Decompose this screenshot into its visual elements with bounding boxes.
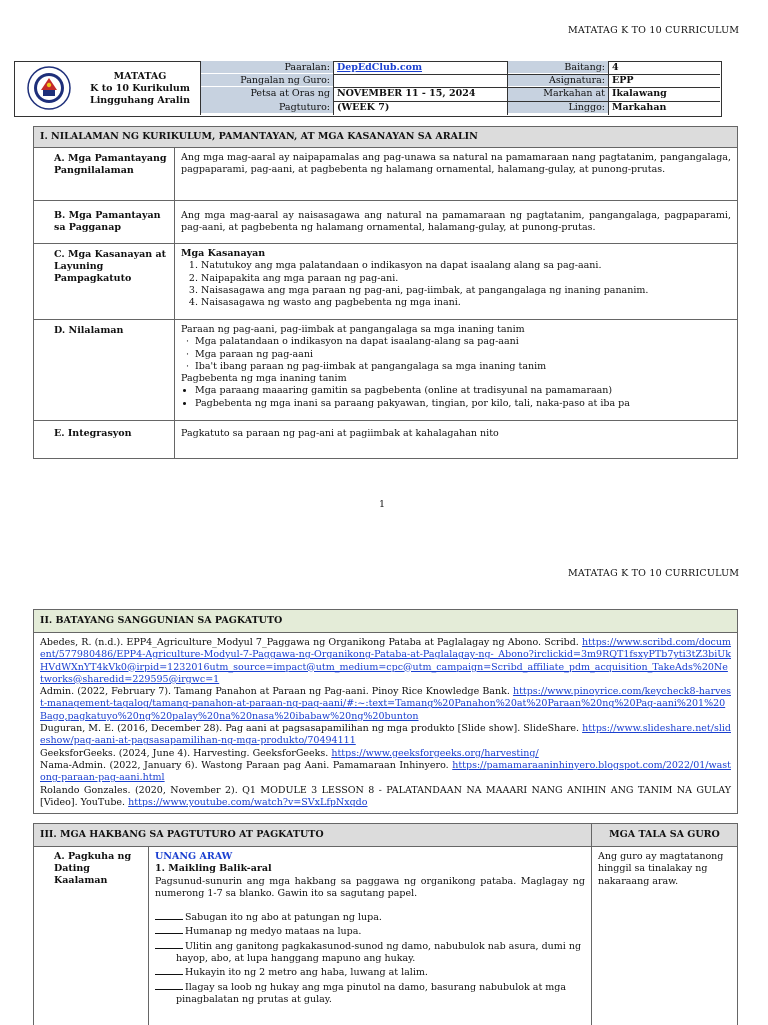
row-value: Ang mga mag-aaral ay naisasagawa ang natural na pamamaraan ng pagtatanim, pangangalaga, pagpaparami, pag-aani, at pagbebenta ng halamang ornamental, halamang-gulay, at punong-prutas. [181, 210, 731, 234]
list-item: 3. Naisasagawa ang mga paraan ng pag-ani, pag-iimbak, at pangangalaga ng inaning pananim. [201, 285, 731, 297]
markahan-value: Ikalawang Markahan [612, 88, 667, 113]
row-pamantayan-pagganap [34, 201, 737, 244]
row-label: D. Nilalaman [34, 320, 175, 420]
nilalaman-list [181, 336, 731, 373]
day-label: UNANG ARAW [155, 851, 233, 862]
list-item: 2. Naipapakita ang mga paraan ng pag-ani. [201, 273, 731, 285]
reference-text: GeeksforGeeks. (2024, June 4). Harvesting. GeeksforGeeks. [40, 747, 329, 759]
petsa-label: Petsa at Oras ng Pagtuturo: [200, 87, 333, 114]
kasanayan-title: Mga Kasanayan [181, 248, 266, 259]
answer-blank[interactable] [155, 965, 183, 975]
reference-item [40, 748, 731, 760]
instruction: Pagsunud-sunurin ang mga hakbang sa paggawa ng organikong pataba. Maglagay ng numerong 1-7 sa blanko. Gawin ito sa sagutang papel. [155, 875, 585, 899]
curriculum-label: MATATAG K TO 10 CURRICULUM [568, 568, 740, 579]
row-nilalaman [34, 320, 737, 421]
list-item [155, 924, 585, 938]
guro-label: Pangalan ng Guro: [200, 74, 333, 87]
petsa-value: NOVEMBER 11 - 15, 2024 (WEEK 7) [337, 88, 476, 113]
answer-blank[interactable] [155, 980, 183, 990]
row-kasanayan [34, 244, 737, 320]
row-value: Ang mga mag-aaral ay naipapamalas ang pag-unawa sa natural na pamamaraan nang pagtatanim, pangangalaga, pagpaparami, pag-aani, at pagbebenta ng halamang ornamental, halamang-gulay, at punong-prutas. [181, 152, 731, 176]
header-title-line: Lingguhang Aralin [90, 95, 190, 106]
step-title: 1. Maikling Balik-aral [155, 863, 272, 875]
row-value [175, 244, 737, 319]
reference-list [34, 633, 737, 813]
reference-item [40, 723, 731, 748]
answer-blank[interactable] [155, 910, 183, 920]
row-value: Pagkatuto sa paraan ng pag-ani at pagiimbak at kahalagahan nito [181, 428, 499, 439]
row-label: A. Pagkuha ng Dating Kaalaman [34, 847, 149, 1025]
reference-link[interactable]: https://www.youtube.com/watch?v=SVxLfpNxqdo [128, 796, 368, 808]
item-text: Humanap ng medyo mataas na lupa. [185, 926, 362, 938]
row-integrasyon [34, 421, 737, 458]
reference-text: Rolando Gonzales. (2020, November 2). Q1 MODULE 3 LESSON 8 - PALATANDAAN NA MAAARI NANG ANIHIN ANG TANIM NA GULAY [Video]. YouTube. [40, 784, 731, 808]
header-title [78, 71, 202, 107]
nilalaman-list [181, 385, 731, 410]
list-item: 1. Natutukoy ang mga palatandaan o indikasyon na dapat isaalang alang sa pag-aani. [201, 260, 731, 272]
row-label: A. Mga Pamantayang Pangnilalaman [34, 148, 175, 200]
row-value [175, 320, 737, 420]
list-item: · Mga palatandaan o indikasyon na dapat isaalang-alang sa pag-aani [195, 336, 731, 348]
list-item: · Mga paraan ng pag-aani [195, 349, 731, 361]
section-curriculum [33, 126, 738, 459]
section-references [33, 609, 738, 814]
reference-link[interactable]: https://www.geeksforgeeks.org/harvesting/ [331, 747, 539, 759]
list-item: • Pagbebenta ng mga inani sa paraang pakyawan, tingian, por kilo, tali, naka-paso at iba pa [195, 398, 731, 410]
row-label: B. Mga Pamantayan sa Pagganap [34, 201, 175, 243]
curriculum-label: MATATAG K TO 10 CURRICULUM [568, 25, 740, 36]
deped-seal [15, 62, 85, 114]
answer-blank[interactable] [155, 924, 183, 934]
page-number: 1 [379, 499, 386, 510]
reference-link[interactable]: https://pamamaraaninhinyero.blogspot.com/2022/01/wastong-paraan-pag-aani.html [40, 759, 731, 784]
deped-seal-icon [27, 66, 71, 110]
markahan-label: Markahan at Linggo: [507, 87, 608, 114]
section-heading: III. MGA HAKBANG SA PAGTUTURO AT PAGKATUTO [34, 824, 592, 846]
answer-blank[interactable] [155, 939, 183, 949]
reference-item [40, 686, 731, 723]
asignatura-value: EPP [612, 75, 634, 86]
reference-item [40, 785, 731, 810]
nilalaman-title: Paraan ng pag-aani, pag-iimbak at pangangalaga sa mga inaning tanim [181, 324, 525, 335]
reference-link[interactable]: https://www.scribd.com/document/577980486/EPP4-Agriculture-Modyul-7-Paggawa-ng-Organikong-Pataba-at-Paglalagay-ng- Abono?irclickid=3m9RQT1fsxyPTb7yti3tZ3biUkHVdWXnYT4kVk0@irpid=1232016utm_source=impact@utm_medium=cpc@utm_campaign=Scribd_affiliate_pdm_acquisition_TakeAds%20Networks@sharedid=229595@irgwc=1 [40, 637, 732, 685]
header-title-line: K to 10 Kurikulum [90, 83, 190, 94]
item-text: Hukayin ito ng 2 metro ang haba, luwang at lalim. [185, 967, 428, 979]
row-pamantayang-pangnilalaman [34, 148, 737, 201]
reference-link[interactable]: https://www.slideshare.net/slideshow/pag-aani-at-pagsasapamilihan-ng-mga-produkto/70494111 [40, 723, 731, 747]
list-item [155, 980, 585, 1007]
baitang-label: Baitang: [507, 61, 608, 74]
notes-heading: MGA TALA SA GURO [609, 829, 720, 840]
paaralan-value [333, 61, 507, 74]
list-item [155, 910, 585, 924]
list-item [155, 939, 585, 966]
kasanayan-list [181, 260, 731, 309]
reference-text: Abedes, R. (n.d.). EPP4_Agriculture_Modyul 7_Paggawa ng Organikong Pataba at Paglalagay ng Abono. Scribd. [40, 637, 579, 648]
item-text: Ulitin ang ganitong pagkakasunod-sunod ng damo, nabubulok nab asura, dumi ng hayop, abo, at lupa hanggang mapuno ang hukay. [176, 940, 582, 965]
baitang-value: 4 [612, 62, 619, 73]
header-title-line: MATATAG [113, 71, 167, 82]
asignatura-label: Asignatura: [507, 74, 608, 87]
list-item: · Iba't ibang paraan ng pag-iimbak at pangangalaga sa mga inaning tanim [195, 361, 731, 373]
reference-text: Nama-Admin. (2022, January 6). Wastong Paraan pag Aani. Pamamaraan Inhinyero. [40, 759, 449, 771]
list-item: 4. Naisasagawa ng wasto ang pagbebenta ng mga inani. [201, 297, 731, 309]
reference-item [40, 637, 731, 686]
section-heading: I. NILALAMAN NG KURIKULUM, PAMANTAYAN, AT MGA KASANAYAN SA ARALIN [34, 127, 737, 148]
item-text: Ilagay sa loob ng hukay ang mga pinutol na damo, basurang nabubulok at mga pinagbalatan ng prutas at gulay. [176, 981, 567, 1005]
reference-text: Admin. (2022, February 7). Tamang Panahon at Paraan ng Pag-aani. Pinoy Rice Knowledge Bank. [40, 686, 510, 698]
row-label: E. Integrasyon [34, 421, 175, 458]
paaralan-label: Paaralan: [200, 61, 333, 74]
item-text: Sabugan ito ng abo at patungan ng lupa. [185, 912, 382, 924]
reference-text: Duguran, M. E. (2016, December 28). Pag aani at pagsasapamilihan ng mga produkto [Slide show]. SlideShare. [40, 723, 580, 735]
row-value [149, 847, 592, 1025]
row-label: C. Mga Kasanayan at Layuning Pampagkatuto [34, 244, 175, 319]
reference-link[interactable]: https://www.pinoyrice.com/keycheck8-harvest-management-tagalog/tamang-panahon-at-paraan-ng-pag-aani/#:~:text=Tamang%20Panahon%20at%20Paraan%20ng%20Pag-aani%201%20Bago,pagkatuyo%20ng%20palay%20na%20nasa%20ibabaw%20ng%20bunton [40, 686, 731, 722]
paaralan-link[interactable]: DepEdClub.com [337, 62, 423, 73]
list-item: • Mga paraang maaaring gamitin sa pagbebenta (online at tradisyunal na pamamaraan) [195, 385, 731, 397]
row-pagkuha [34, 847, 737, 1025]
list-item [155, 965, 585, 979]
section-steps [33, 823, 738, 1025]
nilalaman-title: Pagbebenta ng mga inaning tanim [181, 373, 347, 385]
teacher-note: Ang guro ay magtatanong hinggil sa tinalakay ng nakaraang araw. [598, 851, 724, 887]
reference-item [40, 760, 731, 785]
section-heading: II. BATAYANG SANGGUNIAN SA PAGKATUTO [34, 610, 737, 633]
section-heading-row [34, 824, 737, 847]
guro-value [333, 74, 507, 87]
